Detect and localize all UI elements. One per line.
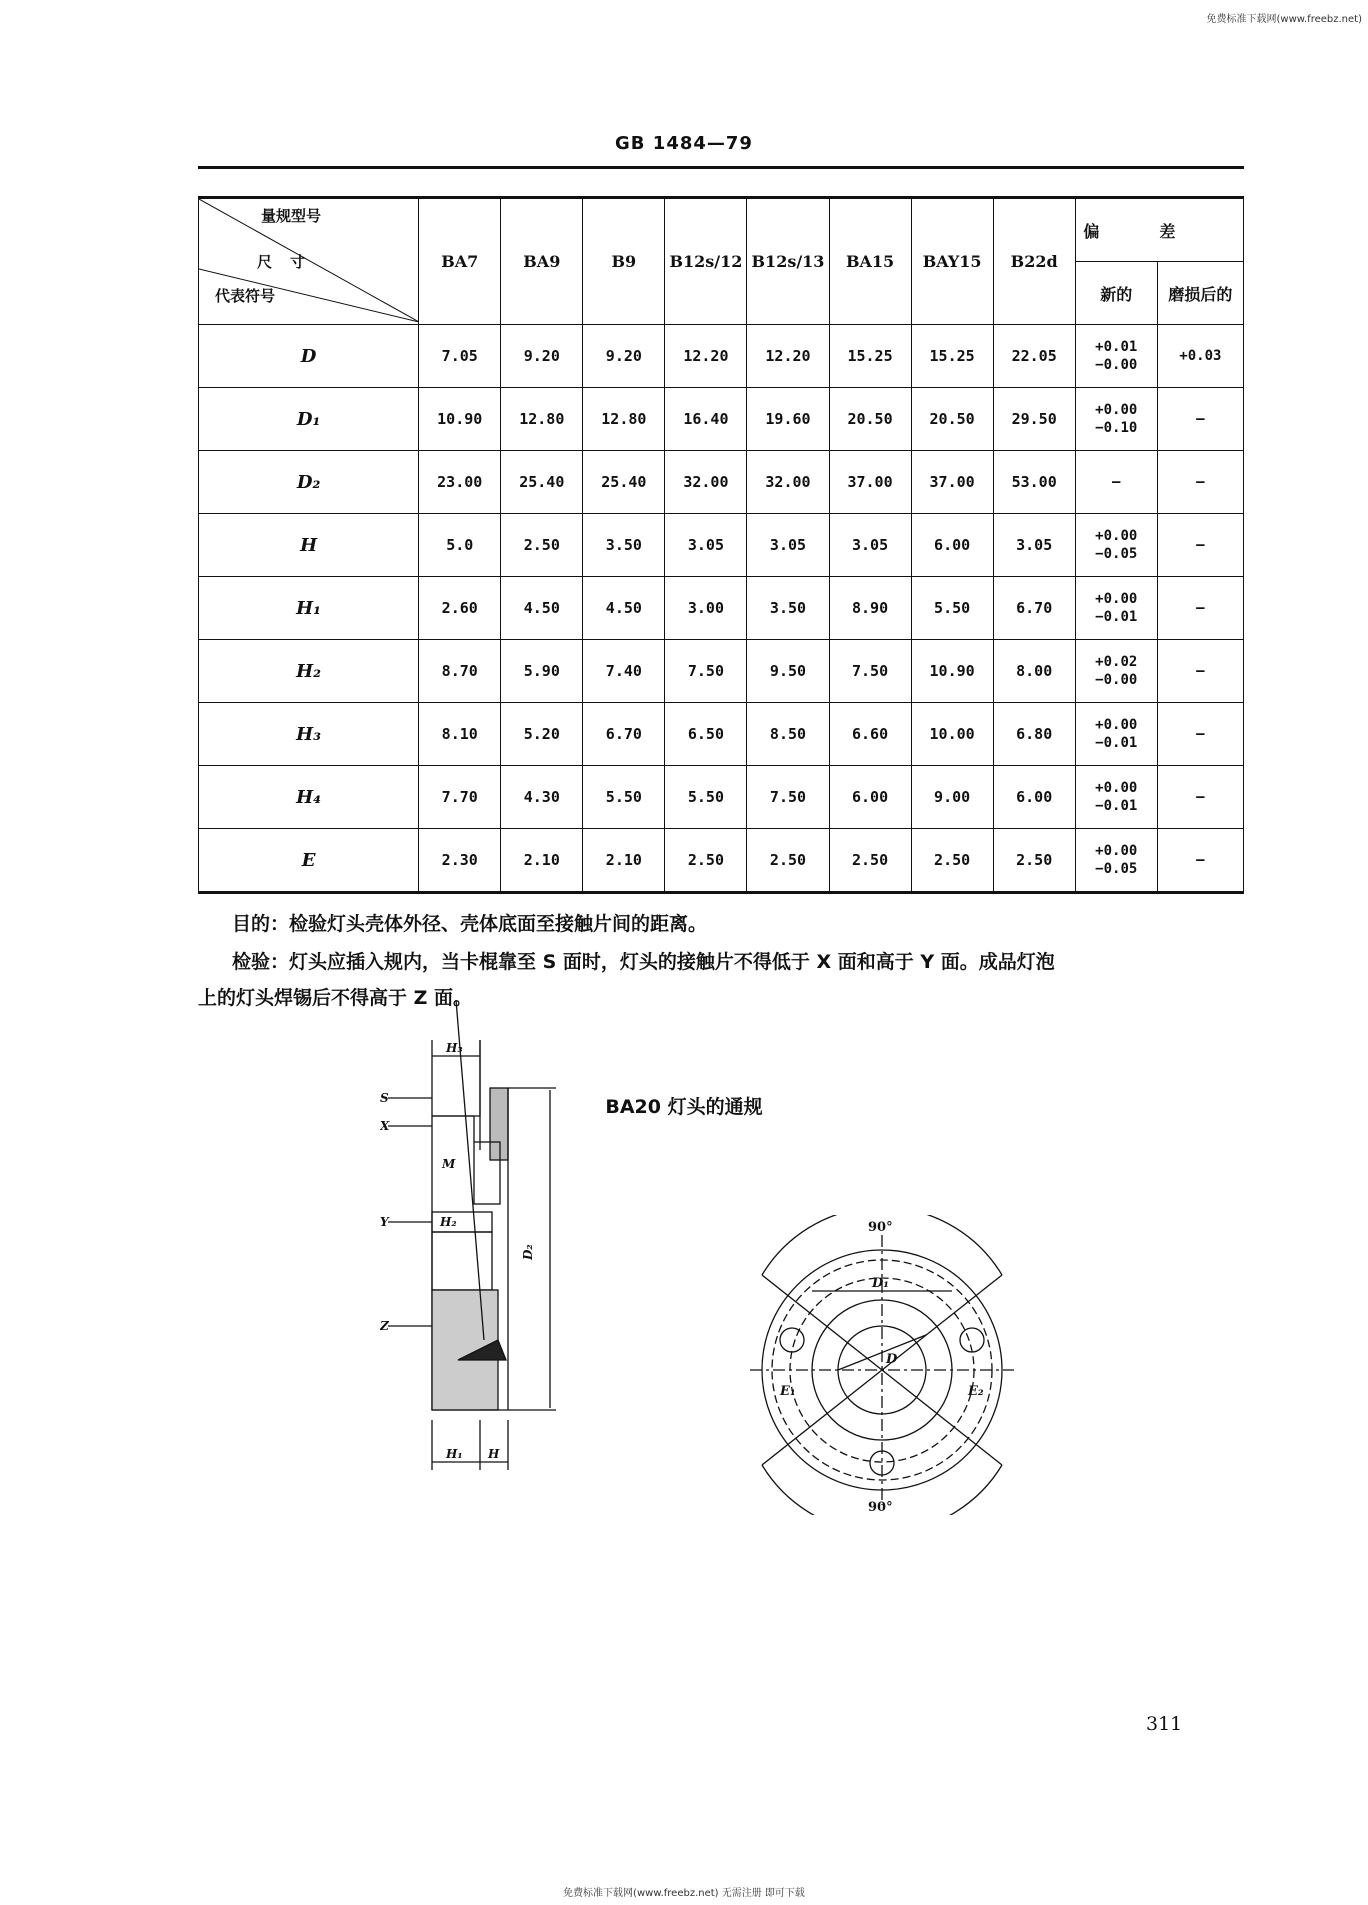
row-symbol: E xyxy=(199,829,419,893)
table-cell: 5.50 xyxy=(583,766,665,829)
gauge-top-view-drawing xyxy=(740,1215,1030,1515)
table-cell: 12.20 xyxy=(665,325,747,388)
gauge-side-section-drawing xyxy=(380,1000,570,1490)
label-E1: E₁ xyxy=(780,1384,796,1399)
table-cell: 25.40 xyxy=(501,451,583,514)
table-cell: 7.70 xyxy=(419,766,501,829)
inspection-text-line1: 检验：灯头应插入规内，当卡棍靠至 S 面时，灯头的接触片不得低于 X 面和高于 Y 面。成品灯泡 xyxy=(232,951,1055,973)
label-E2: E₂ xyxy=(968,1384,984,1399)
watermark-top: 免费标准下载网(www.freebz.net) xyxy=(1206,14,1362,25)
table-cell: 12.20 xyxy=(747,325,829,388)
table-cell: 4.30 xyxy=(501,766,583,829)
table-corner-header xyxy=(199,198,419,325)
label-D: D xyxy=(886,1352,898,1367)
tolerance-worn-cell: — xyxy=(1157,703,1243,766)
table-cell: 2.50 xyxy=(829,829,911,893)
table-cell: 3.50 xyxy=(583,514,665,577)
tolerance-new-cell: — xyxy=(1075,451,1157,514)
table-cell: 2.10 xyxy=(583,829,665,893)
table-cell: 8.00 xyxy=(993,640,1075,703)
tolerance-worn-cell: — xyxy=(1157,640,1243,703)
table-cell: 20.50 xyxy=(829,388,911,451)
table-row xyxy=(199,766,1244,829)
table-cell: 8.90 xyxy=(829,577,911,640)
label-H: H xyxy=(488,1447,500,1461)
watermark-bottom: 免费标准下载网(www.freebz.net) 无需注册 即可下载 xyxy=(563,1888,805,1899)
table-row xyxy=(199,577,1244,640)
tolerance-new-cell: +0.00 −0.05 xyxy=(1075,829,1157,893)
table-cell: 3.05 xyxy=(829,514,911,577)
table-cell: 3.05 xyxy=(993,514,1075,577)
table-cell: 2.50 xyxy=(911,829,993,893)
table-row xyxy=(199,388,1244,451)
gauge-dimension-table xyxy=(198,196,1244,894)
table-cell: 53.00 xyxy=(993,451,1075,514)
table-cell: 10.00 xyxy=(911,703,993,766)
table-cell: 19.60 xyxy=(747,388,829,451)
standard-header: GB 1484—79 xyxy=(615,133,753,154)
tolerance-new-cell: +0.02 −0.00 xyxy=(1075,640,1157,703)
table-cell: 32.00 xyxy=(665,451,747,514)
tolerance-worn-cell: — xyxy=(1157,514,1243,577)
table-cell: 3.05 xyxy=(747,514,829,577)
table-cell: 5.90 xyxy=(501,640,583,703)
table-cell: 7.40 xyxy=(583,640,665,703)
row-symbol: H₁ xyxy=(199,577,419,640)
inspection-text-line2: 上的灯头焊锡后不得高于 Z 面。 xyxy=(198,987,473,1009)
tolerance-new-cell: +0.01 −0.00 xyxy=(1075,325,1157,388)
row-symbol: H xyxy=(199,514,419,577)
table-cell: 20.50 xyxy=(911,388,993,451)
table-cell: 7.50 xyxy=(829,640,911,703)
label-Y: Y xyxy=(380,1215,389,1229)
table-cell: 5.20 xyxy=(501,703,583,766)
table-cell: 25.40 xyxy=(583,451,665,514)
table-cell: 23.00 xyxy=(419,451,501,514)
row-symbol: D₁ xyxy=(199,388,419,451)
table-cell: 9.20 xyxy=(583,325,665,388)
tolerance-new-cell: +0.00 −0.01 xyxy=(1075,703,1157,766)
corner-top-label: 量规型号 xyxy=(261,207,322,225)
table-row xyxy=(199,640,1244,703)
table-cell: 6.70 xyxy=(583,703,665,766)
table-cell: 32.00 xyxy=(747,451,829,514)
table-cell: 16.40 xyxy=(665,388,747,451)
table-cell: 5.50 xyxy=(665,766,747,829)
col-header: B12s/13 xyxy=(747,198,829,325)
col-header: BAY15 xyxy=(911,198,993,325)
table-cell: 2.50 xyxy=(501,514,583,577)
table-cell: 8.10 xyxy=(419,703,501,766)
tolerance-worn-cell: — xyxy=(1157,766,1243,829)
table-cell: 6.00 xyxy=(993,766,1075,829)
label-Z: Z xyxy=(380,1319,389,1333)
table-cell: 2.50 xyxy=(993,829,1075,893)
deviation-header xyxy=(1075,198,1243,262)
row-symbol: H₄ xyxy=(199,766,419,829)
label-H2: H₂ xyxy=(440,1215,457,1229)
tolerance-worn-cell: +0.03 xyxy=(1157,325,1243,388)
table-cell: 4.50 xyxy=(583,577,665,640)
tolerance-new-cell: +0.00 −0.01 xyxy=(1075,766,1157,829)
table-cell: 9.50 xyxy=(747,640,829,703)
tolerance-new-cell: +0.00 −0.01 xyxy=(1075,577,1157,640)
tolerance-worn-cell: — xyxy=(1157,388,1243,451)
table-cell: 6.60 xyxy=(829,703,911,766)
table-cell: 5.0 xyxy=(419,514,501,577)
table-cell: 10.90 xyxy=(911,640,993,703)
page-number: 311 xyxy=(1146,1713,1183,1735)
table-row xyxy=(199,703,1244,766)
table-cell: 15.25 xyxy=(911,325,993,388)
label-M: M xyxy=(442,1157,456,1171)
table-cell: 37.00 xyxy=(911,451,993,514)
tolerance-worn-cell: — xyxy=(1157,829,1243,893)
table-cell: 4.50 xyxy=(501,577,583,640)
label-H3: H₃ xyxy=(446,1041,463,1055)
table-cell: 7.05 xyxy=(419,325,501,388)
label-X: X xyxy=(380,1119,390,1133)
table-cell: 2.10 xyxy=(501,829,583,893)
table-cell: 6.70 xyxy=(993,577,1075,640)
corner-middle-label: 尺寸 xyxy=(257,253,324,271)
tolerance-new-cell: +0.00 −0.05 xyxy=(1075,514,1157,577)
figure-title: BA20 灯头的通规 xyxy=(605,1096,763,1118)
corner-bottom-label: 代表符号 xyxy=(215,287,276,305)
row-symbol: H₂ xyxy=(199,640,419,703)
label-S: S xyxy=(380,1091,389,1105)
purpose-text: 目的：检验灯头壳体外径、壳体底面至接触片间的距离。 xyxy=(232,913,708,935)
table-cell: 5.50 xyxy=(911,577,993,640)
deviation-new-header: 新的 xyxy=(1075,262,1157,325)
label-D2: D₂ xyxy=(521,1244,535,1260)
table-row xyxy=(199,829,1244,893)
deviation-header-label: 偏差 xyxy=(1083,221,1236,241)
row-symbol: D₂ xyxy=(199,451,419,514)
tolerance-new-cell: +0.00 −0.10 xyxy=(1075,388,1157,451)
col-header: BA9 xyxy=(501,198,583,325)
header-rule xyxy=(198,166,1244,169)
table-cell: 37.00 xyxy=(829,451,911,514)
table-cell: 9.00 xyxy=(911,766,993,829)
table-cell: 2.60 xyxy=(419,577,501,640)
row-symbol: D xyxy=(199,325,419,388)
table-row xyxy=(199,325,1244,388)
table-cell: 6.00 xyxy=(829,766,911,829)
table-cell: 2.30 xyxy=(419,829,501,893)
table-cell: 10.90 xyxy=(419,388,501,451)
table-cell: 7.50 xyxy=(747,766,829,829)
table-cell: 8.70 xyxy=(419,640,501,703)
table-cell: 6.00 xyxy=(911,514,993,577)
col-header: B9 xyxy=(583,198,665,325)
table-cell: 15.25 xyxy=(829,325,911,388)
col-header: B12s/12 xyxy=(665,198,747,325)
table-cell: 2.50 xyxy=(747,829,829,893)
table-cell: 3.50 xyxy=(747,577,829,640)
label-D1: D₁ xyxy=(872,1276,889,1291)
table-cell: 9.20 xyxy=(501,325,583,388)
table-cell: 7.50 xyxy=(665,640,747,703)
table-cell: 6.50 xyxy=(665,703,747,766)
table-cell: 22.05 xyxy=(993,325,1075,388)
tolerance-worn-cell: — xyxy=(1157,577,1243,640)
col-header: BA7 xyxy=(419,198,501,325)
label-angle-bottom: 90° xyxy=(868,1500,893,1515)
table-cell: 6.80 xyxy=(993,703,1075,766)
label-H1: H₁ xyxy=(446,1447,463,1461)
table-cell: 3.05 xyxy=(665,514,747,577)
col-header: B22d xyxy=(993,198,1075,325)
table-cell: 29.50 xyxy=(993,388,1075,451)
table-cell: 12.80 xyxy=(583,388,665,451)
deviation-worn-header: 磨损后的 xyxy=(1157,262,1243,325)
table-cell: 2.50 xyxy=(665,829,747,893)
row-symbol: H₃ xyxy=(199,703,419,766)
table-row xyxy=(199,514,1244,577)
table-cell: 8.50 xyxy=(747,703,829,766)
table-row xyxy=(199,451,1244,514)
col-header: BA15 xyxy=(829,198,911,325)
table-cell: 3.00 xyxy=(665,577,747,640)
label-angle-top: 90° xyxy=(868,1220,893,1235)
table-body xyxy=(199,325,1244,893)
tolerance-worn-cell: — xyxy=(1157,451,1243,514)
table-cell: 12.80 xyxy=(501,388,583,451)
